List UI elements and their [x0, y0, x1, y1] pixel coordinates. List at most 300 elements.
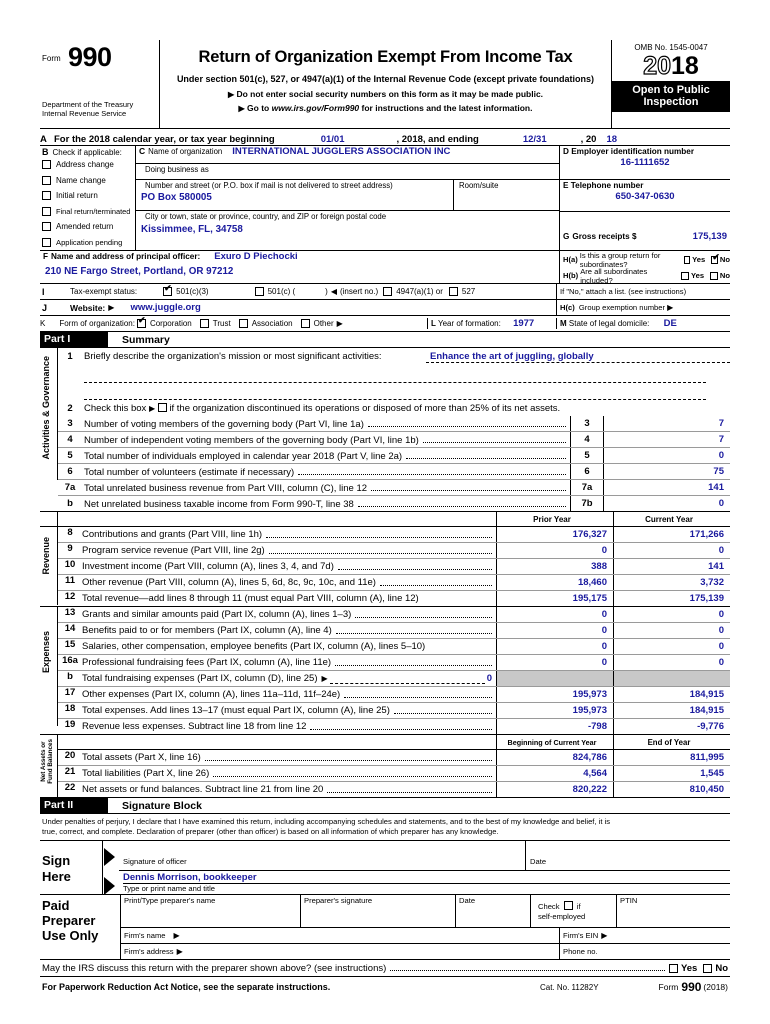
prior-year-value[interactable]: 176,327 — [496, 527, 613, 542]
asset-column-header — [58, 735, 730, 750]
checkbox-application-pending[interactable] — [40, 235, 135, 251]
paperwork-notice: For Paperwork Reduction Act Notice, see the separate instructions. — [42, 982, 331, 992]
line-11-other-revenue — [58, 575, 730, 591]
prior-year-value[interactable]: 0 — [496, 623, 613, 638]
status-501c3-label: 501(c)(3) — [176, 287, 209, 296]
section-e-letter: E — [563, 181, 569, 190]
tax-year-century: 20 — [643, 52, 671, 80]
principal-officer-address[interactable]: 210 NE Fargo Street, Portland, OR 97212 — [45, 266, 234, 277]
preparer-name-label: Print/Type preparer's name — [124, 896, 216, 905]
phone-label: Phone no. — [563, 947, 598, 956]
line-text: Other expenses (Part IX, column (A), lines 11a–11d, 11f–24e) — [82, 689, 341, 700]
form-of-org-options — [40, 319, 427, 328]
line-number: 22 — [64, 782, 76, 793]
net-assets-rows — [58, 735, 730, 797]
line-text: Grants and similar amounts paid (Part IX, column (A), lines 1–3) — [82, 609, 352, 620]
line-value[interactable]: 75 — [713, 466, 724, 477]
goto-suffix: for instructions and the latest information. — [359, 103, 533, 113]
prior-year-value[interactable]: 195,175 — [496, 591, 613, 606]
prior-year-header: Prior Year — [496, 512, 613, 526]
ha-row — [560, 251, 730, 267]
firm-name-cell[interactable] — [121, 928, 560, 943]
section-deg — [560, 146, 730, 250]
line-text: Total expenses. Add lines 13–17 (must equal Part IX, column (A), line 25) — [82, 705, 390, 716]
city-cell — [136, 211, 559, 242]
part-ii-label: Part II — [40, 798, 108, 813]
room-label: Room/suite — [459, 181, 499, 190]
paid-preparer-line3: Use Only — [42, 928, 99, 943]
line-text: Number of independent voting members of the governing body (Part VI, line 1b) — [84, 434, 419, 446]
tax-year-end-yy[interactable]: 18 — [606, 134, 618, 145]
hb-yes-checkbox-icon[interactable] — [681, 272, 689, 280]
line-1-text: Briefly describe the organization's mission or most significant activities: — [84, 351, 382, 362]
status-527-checkbox-icon[interactable] — [449, 287, 458, 296]
prior-year-value[interactable]: 0 — [496, 639, 613, 654]
line-16a-fundraising-fees — [58, 655, 730, 671]
checkbox-icon[interactable] — [42, 176, 51, 185]
beginning-of-year-value[interactable]: 824,786 — [496, 750, 613, 765]
line-value[interactable]: 7 — [718, 418, 724, 429]
preparer-row-2 — [121, 928, 730, 944]
signature-arrow-icon — [104, 848, 115, 866]
line-5-employees — [58, 448, 730, 464]
telephone-value[interactable]: 650-347-0630 — [615, 191, 675, 202]
checkbox-address-change[interactable] — [40, 157, 135, 173]
ha-yes-checkbox-icon[interactable] — [684, 256, 691, 264]
section-l-letter: L — [431, 319, 436, 328]
tax-year-begin-value[interactable]: 01/01 — [320, 134, 345, 145]
line-12-total-revenue — [58, 591, 730, 606]
line-text: Investment income (Part VIII, column (A), lines 3, 4, and 7d) — [82, 561, 334, 572]
mission-blank-line-2[interactable] — [84, 383, 706, 400]
sign-here-line2: Here — [42, 869, 71, 884]
irs-discuss-question: May the IRS discuss this return with the preparer shown above? (see instructions) — [42, 962, 387, 974]
status-527-label: 527 — [461, 287, 476, 296]
current-year-value[interactable]: 0 — [613, 543, 730, 558]
discontinued-checkbox-icon[interactable] — [158, 403, 167, 412]
current-year-value[interactable]: 0 — [613, 607, 730, 622]
line-number: 11 — [64, 575, 76, 586]
tax-exempt-label: Tax-exempt status: — [70, 287, 138, 296]
side-label-text: Activities & Governance — [41, 356, 51, 460]
prior-year-value[interactable]: 388 — [496, 559, 613, 574]
tax-year-end-value[interactable]: 12/31 — [522, 134, 547, 145]
leader-dots — [394, 705, 492, 714]
line-14-benefits-paid — [58, 623, 730, 639]
org-association-label: Association — [251, 319, 293, 328]
section-b-check-if-applicable — [40, 146, 136, 250]
section-i-letter: I — [42, 286, 45, 297]
section-b-title: Check if applicable: — [52, 148, 122, 157]
prior-year-value[interactable]: 0 — [496, 655, 613, 670]
hb-note: If "No," attach a list. (see instructions) — [560, 287, 687, 296]
firm-address-cell[interactable] — [121, 944, 560, 959]
line-number: 4 — [67, 434, 73, 445]
line-box-number: 7b — [570, 496, 604, 511]
irs-discuss-row — [40, 960, 730, 977]
section-h-group-return — [560, 251, 730, 283]
gross-receipts-label: Gross receipts $ — [572, 232, 637, 241]
line-text: Net assets or fund balances. Subtract line 21 from line 20 — [82, 784, 324, 795]
ptin-label: PTIN — [620, 896, 638, 905]
status-4947-checkbox-icon[interactable] — [383, 287, 392, 296]
officer-signature-cell[interactable] — [119, 841, 526, 870]
leader-dots — [335, 657, 492, 666]
line-number: 3 — [67, 418, 73, 429]
line-2-text — [82, 403, 730, 414]
right-triangle-icon: ▶ — [321, 674, 328, 683]
right-triangle-icon: ▶ — [667, 303, 674, 312]
expense-rows — [58, 607, 730, 734]
side-label-net-assets — [40, 735, 58, 797]
line-value[interactable]: 0 — [718, 498, 724, 509]
prior-year-shaded-cell — [496, 671, 613, 686]
side-label-text: Net Assets or Fund Balances — [40, 739, 54, 784]
preparer-date-cell[interactable] — [456, 895, 531, 927]
checkbox-icon[interactable] — [42, 222, 51, 231]
part-i-label: Part I — [40, 332, 108, 347]
line-text: Number of voting members of the governing body (Part VI, line 1a) — [84, 418, 364, 430]
line-17-other-expenses — [58, 687, 730, 703]
section-c-letter: C — [139, 146, 146, 156]
irs-discuss-no-checkbox-icon[interactable] — [703, 964, 712, 973]
website-value[interactable]: www.juggle.org — [130, 302, 201, 313]
self-employed-checkbox-icon[interactable] — [564, 901, 573, 910]
right-triangle-icon: ▶ — [176, 947, 183, 956]
org-other-label: Other — [313, 319, 334, 328]
gross-receipts-cell — [560, 212, 730, 243]
end-of-year-value[interactable]: 1,545 — [613, 766, 730, 781]
open-to-public-banner — [612, 81, 730, 112]
line-20-total-assets — [58, 750, 730, 766]
self-employed-cell[interactable] — [531, 895, 617, 927]
checkbox-final-return[interactable] — [40, 204, 135, 220]
officer-name-value[interactable]: Dennis Morrison, bookkeeper — [123, 872, 730, 884]
website-label: Website: — [70, 302, 106, 313]
org-corporation-checkbox-icon[interactable] — [137, 319, 146, 328]
side-label-text: Revenue — [41, 537, 51, 575]
current-year-value[interactable]: 184,915 — [613, 703, 730, 718]
section-j-website — [40, 300, 730, 316]
line-a-letter: A — [40, 134, 47, 145]
catalog-number: Cat. No. 11282Y — [539, 982, 599, 992]
form-footer — [40, 977, 730, 994]
preparer-signature-cell[interactable] — [301, 895, 456, 927]
current-year-value[interactable]: 184,915 — [613, 687, 730, 702]
perjury-line-2: true, correct, and complete. Declaration of preparer (other than officer) is based on all information of which preparer has any knowledge. — [42, 827, 499, 836]
line-text: Total fundraising expenses (Part IX, column (D), line 25) — [82, 673, 318, 684]
line-text: Net unrelated business taxable income from Form 990-T, line 38 — [84, 498, 354, 510]
dba-label: Doing business as — [145, 165, 209, 174]
check-label: Check — [538, 901, 560, 911]
side-spacer — [40, 512, 58, 527]
phone-cell[interactable] — [560, 944, 730, 959]
city-value[interactable]: Kissimmee, FL, 34758 — [141, 224, 243, 235]
gross-receipts-value[interactable]: 175,139 — [692, 231, 727, 242]
status-501c-label: 501(c) ( — [267, 287, 296, 296]
department-label — [42, 100, 133, 118]
ptin-cell[interactable] — [617, 895, 730, 927]
officer-signature-row — [119, 841, 730, 871]
form-title: Return of Organization Exempt From Income Tax — [198, 48, 573, 66]
line-7a-unrelated-revenue — [58, 480, 730, 496]
ein-label-text: Employer identification number — [571, 147, 695, 156]
preparer-row-3 — [121, 944, 730, 959]
leader-dots — [368, 418, 566, 427]
paid-preparer-label — [40, 895, 120, 959]
line-box-number: 5 — [570, 448, 604, 463]
line-number: b — [67, 498, 73, 509]
current-year-value[interactable]: 0 — [613, 655, 730, 670]
org-name-value[interactable]: INTERNATIONAL JUGGLERS ASSOCIATION INC — [232, 146, 451, 157]
current-year-header: Current Year — [613, 512, 730, 526]
form-notice-ssn — [160, 89, 611, 99]
line-box-number: 6 — [570, 464, 604, 479]
leader-dots — [390, 962, 665, 971]
fundraising-underline — [330, 673, 485, 684]
line-19-revenue-less-expenses — [58, 719, 730, 734]
line-text: Program service revenue (Part VIII, line 2g) — [82, 545, 265, 556]
checkbox-amended-return[interactable] — [40, 219, 135, 235]
officer-date-cell[interactable] — [526, 841, 730, 870]
line-2-text-pre: Check this box — [84, 402, 147, 414]
line-21-total-liabilities — [58, 766, 730, 782]
section-d-letter: D — [563, 147, 569, 156]
open-to-public-line1: Open to Public — [632, 84, 710, 96]
prior-year-value[interactable]: 195,973 — [496, 687, 613, 702]
sign-here-label — [40, 841, 102, 894]
signature-fields — [119, 841, 730, 894]
line-10-investment-income — [58, 559, 730, 575]
line-number: 5 — [67, 450, 73, 461]
hb-letter: H(b) — [563, 271, 579, 280]
line-a-text-2: , 2018, and ending — [396, 134, 479, 145]
line-text: Total unrelated business revenue from Part VIII, column (C), line 12 — [84, 482, 368, 494]
form-number: 990 — [68, 42, 112, 72]
leader-dots — [380, 577, 492, 586]
telephone-cell — [560, 180, 730, 212]
line-number: 18 — [64, 703, 76, 714]
leader-dots — [327, 784, 492, 793]
section-k-form-of-organization — [40, 316, 730, 332]
hb-no-checkbox-icon[interactable] — [710, 272, 718, 280]
status-501c3-checkbox-icon[interactable] — [163, 287, 172, 296]
checkbox-label: Application pending — [56, 237, 123, 247]
form-body — [40, 40, 730, 994]
leader-dots — [371, 482, 566, 491]
part-i-bar — [40, 332, 730, 348]
mission-value[interactable]: Enhance the art of juggling, globally — [426, 351, 730, 363]
checkbox-label: Initial return — [56, 191, 98, 201]
leader-dots — [336, 625, 492, 634]
section-k-letter: K — [40, 319, 46, 328]
current-year-value[interactable]: 3,732 — [613, 575, 730, 590]
status-501c-checkbox-icon[interactable] — [255, 287, 264, 296]
checkbox-icon[interactable] — [42, 238, 51, 247]
line-number: 7a — [64, 482, 76, 493]
website-block — [40, 300, 557, 315]
leader-dots — [310, 721, 492, 730]
line-text: Revenue less expenses. Subtract line 18 from line 12 — [82, 721, 307, 732]
line-text: Total assets (Part X, line 16) — [82, 752, 201, 763]
officer-date-label: Date — [530, 857, 547, 866]
masthead-center — [160, 40, 612, 128]
leader-dots — [213, 768, 492, 777]
line-text: Total revenue—add lines 8 through 11 (must equal Part VIII, column (A), line 12) — [82, 593, 419, 604]
end-of-year-value[interactable]: 810,450 — [613, 782, 730, 797]
right-triangle-icon: ▶ — [148, 403, 156, 413]
prior-year-value[interactable]: -798 — [496, 719, 613, 734]
line-value[interactable]: 7 — [718, 434, 724, 445]
org-association-checkbox-icon[interactable] — [239, 319, 248, 328]
ha-no-label: No — [719, 255, 731, 264]
signature-arrow-icon — [104, 877, 115, 895]
firm-address-label: Firm's address — [124, 947, 174, 956]
officer-name-label: Type or print name and title — [123, 884, 216, 893]
line-6-volunteers — [58, 464, 730, 480]
section-b-header — [40, 147, 135, 157]
section-f-h-block — [40, 251, 730, 284]
preparer-date-label: Date — [459, 896, 476, 905]
irs-discuss-no-label: No — [715, 962, 728, 974]
current-year-value[interactable]: 0 — [613, 623, 730, 638]
insert-no-label: (insert no.) — [339, 287, 379, 296]
hc-group-exemption — [557, 303, 730, 312]
line-number: 12 — [64, 591, 76, 602]
state-of-domicile-label: State of legal domicile: — [568, 319, 650, 328]
street-label: Number and street (or P.O. box if mail is not delivered to street address) — [145, 181, 393, 190]
line-13-grants-paid — [58, 607, 730, 623]
current-year-value[interactable]: 141 — [613, 559, 730, 574]
beginning-of-year-value[interactable]: 4,564 — [496, 766, 613, 781]
org-trust-checkbox-icon[interactable] — [200, 319, 209, 328]
principal-officer-block — [40, 251, 560, 283]
line-text: Contributions and grants (Part VIII, line 1h) — [82, 529, 263, 540]
ein-value[interactable]: 16-1111652 — [620, 157, 670, 168]
principal-officer-name[interactable]: Exuro D Piechocki — [214, 251, 298, 262]
line-value[interactable]: 141 — [708, 482, 724, 493]
current-year-value[interactable]: 175,139 — [613, 591, 730, 606]
officer-date-value[interactable] — [530, 843, 730, 857]
line-number: 16a — [62, 655, 78, 666]
end-of-year-header: End of Year — [613, 735, 730, 749]
masthead-left — [40, 40, 160, 128]
left-triangle-icon: ◀ — [330, 287, 337, 296]
tax-exempt-options — [40, 284, 557, 299]
prior-year-value[interactable]: 195,973 — [496, 703, 613, 718]
revenue-rows — [58, 527, 730, 606]
beginning-of-year-value[interactable]: 820,222 — [496, 782, 613, 797]
prior-year-value[interactable]: 0 — [496, 543, 613, 558]
checkbox-initial-return[interactable] — [40, 188, 135, 204]
paid-preparer-fields — [120, 895, 730, 959]
line-16b-total-fundraising — [58, 671, 730, 687]
end-of-year-value[interactable]: 811,995 — [613, 750, 730, 765]
line-text: Salaries, other compensation, employee benefits (Part IX, column (A), lines 5–10) — [82, 641, 426, 652]
line-number: 17 — [64, 687, 76, 698]
prior-year-value[interactable]: 0 — [496, 607, 613, 622]
line-number: 13 — [64, 607, 76, 618]
city-label: City or town, state or province, country, and ZIP or foreign postal code — [145, 212, 387, 221]
state-of-domicile-value[interactable]: DE — [663, 318, 677, 329]
sign-here-block — [40, 841, 730, 895]
org-name-label: Name of organization — [148, 147, 223, 156]
section-i-tax-exempt-status — [40, 284, 730, 300]
line-number: 1 — [67, 351, 73, 362]
line-text: Other revenue (Part VIII, column (A), lines 5, 6d, 8c, 9c, 10c, and 11e) — [82, 577, 376, 588]
current-year-value[interactable]: -9,776 — [613, 719, 730, 734]
masthead — [40, 40, 730, 129]
line-value[interactable]: 0 — [718, 450, 724, 461]
checkbox-icon[interactable] — [42, 191, 51, 200]
current-year-value[interactable]: 0 — [613, 639, 730, 654]
irs-discuss-yes-label: Yes — [680, 962, 698, 974]
street-value[interactable]: PO Box 580005 — [141, 192, 212, 203]
ha-no-checkbox-icon[interactable] — [711, 256, 718, 264]
line-a-text-3: , 20 — [580, 134, 597, 145]
line-number: 2 — [67, 402, 73, 414]
preparer-name-cell[interactable] — [121, 895, 301, 927]
open-to-public-line2: Inspection — [643, 96, 699, 108]
checkbox-label: Amended return — [56, 222, 114, 232]
mission-blank-line-1[interactable] — [84, 365, 706, 383]
line-2-text-post: if the organization discontinued its operations or disposed of more than 25% of its net assets. — [169, 402, 561, 414]
checkbox-name-change[interactable] — [40, 173, 135, 189]
line-15-salaries — [58, 639, 730, 655]
checkbox-label: Name change — [56, 175, 106, 185]
checkbox-icon[interactable] — [42, 207, 51, 216]
checkbox-icon[interactable] — [42, 160, 51, 169]
goto-prefix: Go to — [247, 103, 272, 113]
firm-ein-cell[interactable] — [560, 928, 730, 943]
officer-signature-value[interactable] — [123, 843, 525, 857]
line-1-mission — [58, 348, 730, 365]
leader-dots — [344, 689, 492, 698]
officer-name-cell[interactable] — [119, 871, 730, 894]
leader-dots — [338, 561, 492, 570]
perjury-statement — [40, 814, 730, 841]
line-number: 9 — [67, 543, 73, 554]
side-label-activities-governance — [40, 348, 58, 480]
total-fundraising-value[interactable]: 0 — [486, 673, 492, 684]
org-other-checkbox-icon[interactable] — [301, 319, 310, 328]
hb-yes-label: Yes — [691, 271, 705, 280]
firm-name-label: Firm's name — [124, 931, 166, 940]
year-of-formation-value[interactable]: 1977 — [513, 318, 535, 329]
leader-dots — [406, 450, 566, 459]
right-triangle-icon: ▶ — [238, 104, 245, 113]
if-label: if — [576, 901, 581, 911]
leader-dots — [298, 466, 566, 475]
ha-letter: H(a) — [563, 255, 578, 264]
part-i-body — [40, 348, 730, 798]
prior-year-value[interactable]: 18,460 — [496, 575, 613, 590]
line-number: 19 — [64, 719, 76, 730]
line-number: 10 — [64, 559, 76, 570]
section-c-org-info — [136, 146, 560, 250]
irs-url[interactable]: www.irs.gov/Form990 — [271, 103, 360, 113]
self-employed-label: self-employed — [538, 911, 586, 921]
leader-dots — [358, 498, 566, 507]
hb-no-label: No — [719, 271, 730, 280]
telephone-label — [560, 180, 730, 190]
org-corporation-label: Corporation — [149, 319, 192, 328]
current-year-value[interactable]: 171,266 — [613, 527, 730, 542]
irs-discuss-yes-checkbox-icon[interactable] — [669, 964, 678, 973]
right-triangle-icon: ▶ — [227, 90, 235, 99]
money-column-header — [58, 512, 730, 527]
omb-number: OMB No. 1545-0047 — [634, 43, 708, 52]
